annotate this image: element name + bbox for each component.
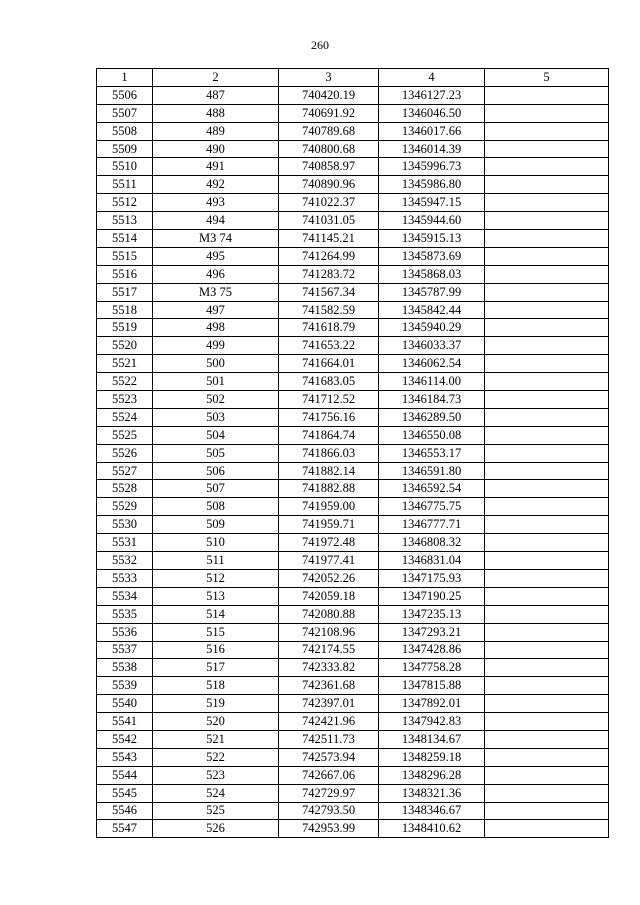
table-row: [97, 587, 609, 605]
y-coordinate-cell: 1348134.67: [379, 730, 485, 748]
point-id-cell: 522: [153, 748, 279, 766]
point-id-cell: 518: [153, 677, 279, 695]
y-coordinate-cell: 1347235.13: [379, 605, 485, 623]
point-id-cell: 492: [153, 176, 279, 194]
point-id-cell: 514: [153, 605, 279, 623]
row-number-cell: 5519: [97, 319, 153, 337]
x-coordinate-cell: 742421.96: [279, 713, 379, 731]
y-coordinate-cell: 1345873.69: [379, 247, 485, 265]
x-coordinate-cell: 742397.01: [279, 695, 379, 713]
row-number-cell: 5513: [97, 212, 153, 230]
row-number-cell: 5514: [97, 230, 153, 248]
row-number-cell: 5507: [97, 104, 153, 122]
table-row: [97, 158, 609, 176]
table-row: [97, 552, 609, 570]
point-id-cell: 497: [153, 301, 279, 319]
table-row: [97, 534, 609, 552]
point-id-cell: 498: [153, 319, 279, 337]
table-row: [97, 498, 609, 516]
y-coordinate-cell: 1346592.54: [379, 480, 485, 498]
x-coordinate-cell: 741653.22: [279, 337, 379, 355]
y-coordinate-cell: 1346017.66: [379, 122, 485, 140]
row-number-cell: 5526: [97, 444, 153, 462]
y-coordinate-cell: 1346775.75: [379, 498, 485, 516]
y-coordinate-cell: 1347815.88: [379, 677, 485, 695]
row-number-cell: 5510: [97, 158, 153, 176]
note-cell: [485, 230, 609, 248]
x-coordinate-cell: 742333.82: [279, 659, 379, 677]
note-cell: [485, 301, 609, 319]
row-number-cell: 5525: [97, 426, 153, 444]
point-id-cell: 505: [153, 444, 279, 462]
note-cell: [485, 534, 609, 552]
x-coordinate-cell: 741031.05: [279, 212, 379, 230]
note-cell: [485, 391, 609, 409]
note-cell: [485, 212, 609, 230]
row-number-cell: 5509: [97, 140, 153, 158]
row-number-cell: 5540: [97, 695, 153, 713]
x-coordinate-cell: 740789.68: [279, 122, 379, 140]
y-coordinate-cell: 1345868.03: [379, 265, 485, 283]
note-cell: [485, 784, 609, 802]
row-number-cell: 5542: [97, 730, 153, 748]
note-cell: [485, 587, 609, 605]
row-number-cell: 5534: [97, 587, 153, 605]
point-id-cell: МЗ 75: [153, 283, 279, 301]
x-coordinate-cell: 741864.74: [279, 426, 379, 444]
x-coordinate-cell: 742511.73: [279, 730, 379, 748]
point-id-cell: 496: [153, 265, 279, 283]
table-row: [97, 391, 609, 409]
point-id-cell: 493: [153, 194, 279, 212]
y-coordinate-cell: 1345842.44: [379, 301, 485, 319]
note-cell: [485, 713, 609, 731]
note-cell: [485, 820, 609, 838]
table-row: [97, 176, 609, 194]
x-coordinate-cell: 741145.21: [279, 230, 379, 248]
point-id-cell: 512: [153, 569, 279, 587]
note-cell: [485, 158, 609, 176]
point-id-cell: 520: [153, 713, 279, 731]
x-coordinate-cell: 742953.99: [279, 820, 379, 838]
table-row: [97, 516, 609, 534]
row-number-cell: 5522: [97, 373, 153, 391]
y-coordinate-cell: 1346289.50: [379, 408, 485, 426]
note-cell: [485, 373, 609, 391]
note-cell: [485, 283, 609, 301]
note-cell: [485, 516, 609, 534]
table-row: [97, 122, 609, 140]
column-header-4: 4: [379, 69, 485, 87]
point-id-cell: 504: [153, 426, 279, 444]
note-cell: [485, 194, 609, 212]
table-row: [97, 641, 609, 659]
table-row: [97, 283, 609, 301]
row-number-cell: 5530: [97, 516, 153, 534]
point-id-cell: 507: [153, 480, 279, 498]
x-coordinate-cell: 740691.92: [279, 104, 379, 122]
table-row: [97, 695, 609, 713]
point-id-cell: 525: [153, 802, 279, 820]
row-number-cell: 5511: [97, 176, 153, 194]
point-id-cell: 488: [153, 104, 279, 122]
y-coordinate-cell: 1348410.62: [379, 820, 485, 838]
x-coordinate-cell: 741618.79: [279, 319, 379, 337]
note-cell: [485, 122, 609, 140]
note-cell: [485, 462, 609, 480]
table-row: [97, 426, 609, 444]
note-cell: [485, 319, 609, 337]
y-coordinate-cell: 1346831.04: [379, 552, 485, 570]
table-header-row: [97, 69, 609, 87]
y-coordinate-cell: 1345787.99: [379, 283, 485, 301]
y-coordinate-cell: 1345996.73: [379, 158, 485, 176]
row-number-cell: 5518: [97, 301, 153, 319]
note-cell: [485, 641, 609, 659]
y-coordinate-cell: 1346550.08: [379, 426, 485, 444]
table-row: [97, 230, 609, 248]
y-coordinate-cell: 1346014.39: [379, 140, 485, 158]
point-id-cell: 499: [153, 337, 279, 355]
point-id-cell: 517: [153, 659, 279, 677]
note-cell: [485, 426, 609, 444]
y-coordinate-cell: 1346127.23: [379, 86, 485, 104]
x-coordinate-cell: 741882.14: [279, 462, 379, 480]
row-number-cell: 5546: [97, 802, 153, 820]
x-coordinate-cell: 740800.68: [279, 140, 379, 158]
point-id-cell: 511: [153, 552, 279, 570]
table-row: [97, 659, 609, 677]
point-id-cell: 523: [153, 766, 279, 784]
table-row: [97, 212, 609, 230]
y-coordinate-cell: 1348296.28: [379, 766, 485, 784]
row-number-cell: 5508: [97, 122, 153, 140]
row-number-cell: 5524: [97, 408, 153, 426]
row-number-cell: 5528: [97, 480, 153, 498]
point-id-cell: 490: [153, 140, 279, 158]
table-row: [97, 713, 609, 731]
table-row: [97, 480, 609, 498]
table-row: [97, 355, 609, 373]
note-cell: [485, 802, 609, 820]
row-number-cell: 5517: [97, 283, 153, 301]
table-row: [97, 194, 609, 212]
x-coordinate-cell: 742729.97: [279, 784, 379, 802]
point-id-cell: 513: [153, 587, 279, 605]
column-header-3: 3: [279, 69, 379, 87]
x-coordinate-cell: 742361.68: [279, 677, 379, 695]
y-coordinate-cell: 1346777.71: [379, 516, 485, 534]
table-row: [97, 408, 609, 426]
point-id-cell: 495: [153, 247, 279, 265]
x-coordinate-cell: 742080.88: [279, 605, 379, 623]
note-cell: [485, 176, 609, 194]
note-cell: [485, 444, 609, 462]
note-cell: [485, 623, 609, 641]
y-coordinate-cell: 1345947.15: [379, 194, 485, 212]
row-number-cell: 5537: [97, 641, 153, 659]
x-coordinate-cell: 742573.94: [279, 748, 379, 766]
x-coordinate-cell: 741756.16: [279, 408, 379, 426]
row-number-cell: 5520: [97, 337, 153, 355]
x-coordinate-cell: 741977.41: [279, 552, 379, 570]
note-cell: [485, 140, 609, 158]
note-cell: [485, 748, 609, 766]
y-coordinate-cell: 1348346.67: [379, 802, 485, 820]
table-body: [97, 86, 609, 837]
y-coordinate-cell: 1347190.25: [379, 587, 485, 605]
point-id-cell: 494: [153, 212, 279, 230]
x-coordinate-cell: 742667.06: [279, 766, 379, 784]
y-coordinate-cell: 1345940.29: [379, 319, 485, 337]
table-row: [97, 569, 609, 587]
x-coordinate-cell: 741882.88: [279, 480, 379, 498]
note-cell: [485, 498, 609, 516]
note-cell: [485, 337, 609, 355]
table-row: [97, 623, 609, 641]
table-row: [97, 748, 609, 766]
row-number-cell: 5545: [97, 784, 153, 802]
point-id-cell: 526: [153, 820, 279, 838]
point-id-cell: 519: [153, 695, 279, 713]
coordinates-table: [96, 68, 609, 838]
x-coordinate-cell: 741712.52: [279, 391, 379, 409]
table-row: [97, 86, 609, 104]
y-coordinate-cell: 1347942.83: [379, 713, 485, 731]
x-coordinate-cell: 742059.18: [279, 587, 379, 605]
y-coordinate-cell: 1346046.50: [379, 104, 485, 122]
row-number-cell: 5539: [97, 677, 153, 695]
table-row: [97, 247, 609, 265]
row-number-cell: 5515: [97, 247, 153, 265]
row-number-cell: 5536: [97, 623, 153, 641]
y-coordinate-cell: 1345915.13: [379, 230, 485, 248]
point-id-cell: 503: [153, 408, 279, 426]
point-id-cell: 524: [153, 784, 279, 802]
row-number-cell: 5541: [97, 713, 153, 731]
x-coordinate-cell: 741022.37: [279, 194, 379, 212]
table-row: [97, 766, 609, 784]
row-number-cell: 5516: [97, 265, 153, 283]
row-number-cell: 5512: [97, 194, 153, 212]
y-coordinate-cell: 1347175.93: [379, 569, 485, 587]
y-coordinate-cell: 1346591.80: [379, 462, 485, 480]
point-id-cell: 502: [153, 391, 279, 409]
y-coordinate-cell: 1346553.17: [379, 444, 485, 462]
x-coordinate-cell: 741582.59: [279, 301, 379, 319]
table-row: [97, 337, 609, 355]
table-row: [97, 373, 609, 391]
table-row: [97, 444, 609, 462]
x-coordinate-cell: 742793.50: [279, 802, 379, 820]
y-coordinate-cell: 1345986.80: [379, 176, 485, 194]
point-id-cell: 501: [153, 373, 279, 391]
note-cell: [485, 355, 609, 373]
table-row: [97, 730, 609, 748]
point-id-cell: 515: [153, 623, 279, 641]
column-header-5: 5: [485, 69, 609, 87]
point-id-cell: 508: [153, 498, 279, 516]
row-number-cell: 5531: [97, 534, 153, 552]
x-coordinate-cell: 740420.19: [279, 86, 379, 104]
point-id-cell: 521: [153, 730, 279, 748]
page-number: 260: [311, 38, 329, 52]
y-coordinate-cell: 1347892.01: [379, 695, 485, 713]
table-row: [97, 784, 609, 802]
note-cell: [485, 695, 609, 713]
note-cell: [485, 605, 609, 623]
x-coordinate-cell: 741283.72: [279, 265, 379, 283]
x-coordinate-cell: 742052.26: [279, 569, 379, 587]
point-id-cell: 500: [153, 355, 279, 373]
x-coordinate-cell: 741264.99: [279, 247, 379, 265]
note-cell: [485, 408, 609, 426]
row-number-cell: 5544: [97, 766, 153, 784]
x-coordinate-cell: 742108.96: [279, 623, 379, 641]
table-row: [97, 802, 609, 820]
column-header-2: 2: [153, 69, 279, 87]
x-coordinate-cell: 741959.00: [279, 498, 379, 516]
x-coordinate-cell: 740890.96: [279, 176, 379, 194]
point-id-cell: 510: [153, 534, 279, 552]
row-number-cell: 5543: [97, 748, 153, 766]
y-coordinate-cell: 1346062.54: [379, 355, 485, 373]
table-row: [97, 265, 609, 283]
x-coordinate-cell: 741959.71: [279, 516, 379, 534]
column-header-1: 1: [97, 69, 153, 87]
y-coordinate-cell: 1348321.36: [379, 784, 485, 802]
row-number-cell: 5533: [97, 569, 153, 587]
y-coordinate-cell: 1348259.18: [379, 748, 485, 766]
row-number-cell: 5506: [97, 86, 153, 104]
note-cell: [485, 247, 609, 265]
y-coordinate-cell: 1346033.37: [379, 337, 485, 355]
y-coordinate-cell: 1346114.00: [379, 373, 485, 391]
row-number-cell: 5547: [97, 820, 153, 838]
x-coordinate-cell: 742174.55: [279, 641, 379, 659]
row-number-cell: 5521: [97, 355, 153, 373]
row-number-cell: 5527: [97, 462, 153, 480]
point-id-cell: 509: [153, 516, 279, 534]
note-cell: [485, 104, 609, 122]
row-number-cell: 5529: [97, 498, 153, 516]
y-coordinate-cell: 1347428.86: [379, 641, 485, 659]
table-row: [97, 140, 609, 158]
x-coordinate-cell: 741683.05: [279, 373, 379, 391]
x-coordinate-cell: 741972.48: [279, 534, 379, 552]
y-coordinate-cell: 1346808.32: [379, 534, 485, 552]
point-id-cell: 491: [153, 158, 279, 176]
note-cell: [485, 552, 609, 570]
table-row: [97, 462, 609, 480]
table-row: [97, 104, 609, 122]
point-id-cell: 516: [153, 641, 279, 659]
x-coordinate-cell: 741866.03: [279, 444, 379, 462]
table-row: [97, 605, 609, 623]
y-coordinate-cell: 1347758.28: [379, 659, 485, 677]
point-id-cell: 487: [153, 86, 279, 104]
note-cell: [485, 766, 609, 784]
y-coordinate-cell: 1346184.73: [379, 391, 485, 409]
note-cell: [485, 86, 609, 104]
row-number-cell: 5535: [97, 605, 153, 623]
x-coordinate-cell: 741664.01: [279, 355, 379, 373]
table-row: [97, 319, 609, 337]
note-cell: [485, 265, 609, 283]
note-cell: [485, 659, 609, 677]
y-coordinate-cell: 1347293.21: [379, 623, 485, 641]
row-number-cell: 5532: [97, 552, 153, 570]
note-cell: [485, 730, 609, 748]
point-id-cell: 506: [153, 462, 279, 480]
table-row: [97, 301, 609, 319]
point-id-cell: МЗ 74: [153, 230, 279, 248]
x-coordinate-cell: 740858.97: [279, 158, 379, 176]
note-cell: [485, 480, 609, 498]
point-id-cell: 489: [153, 122, 279, 140]
table-row: [97, 677, 609, 695]
note-cell: [485, 569, 609, 587]
x-coordinate-cell: 741567.34: [279, 283, 379, 301]
note-cell: [485, 677, 609, 695]
row-number-cell: 5523: [97, 391, 153, 409]
y-coordinate-cell: 1345944.60: [379, 212, 485, 230]
row-number-cell: 5538: [97, 659, 153, 677]
table-row: [97, 820, 609, 838]
